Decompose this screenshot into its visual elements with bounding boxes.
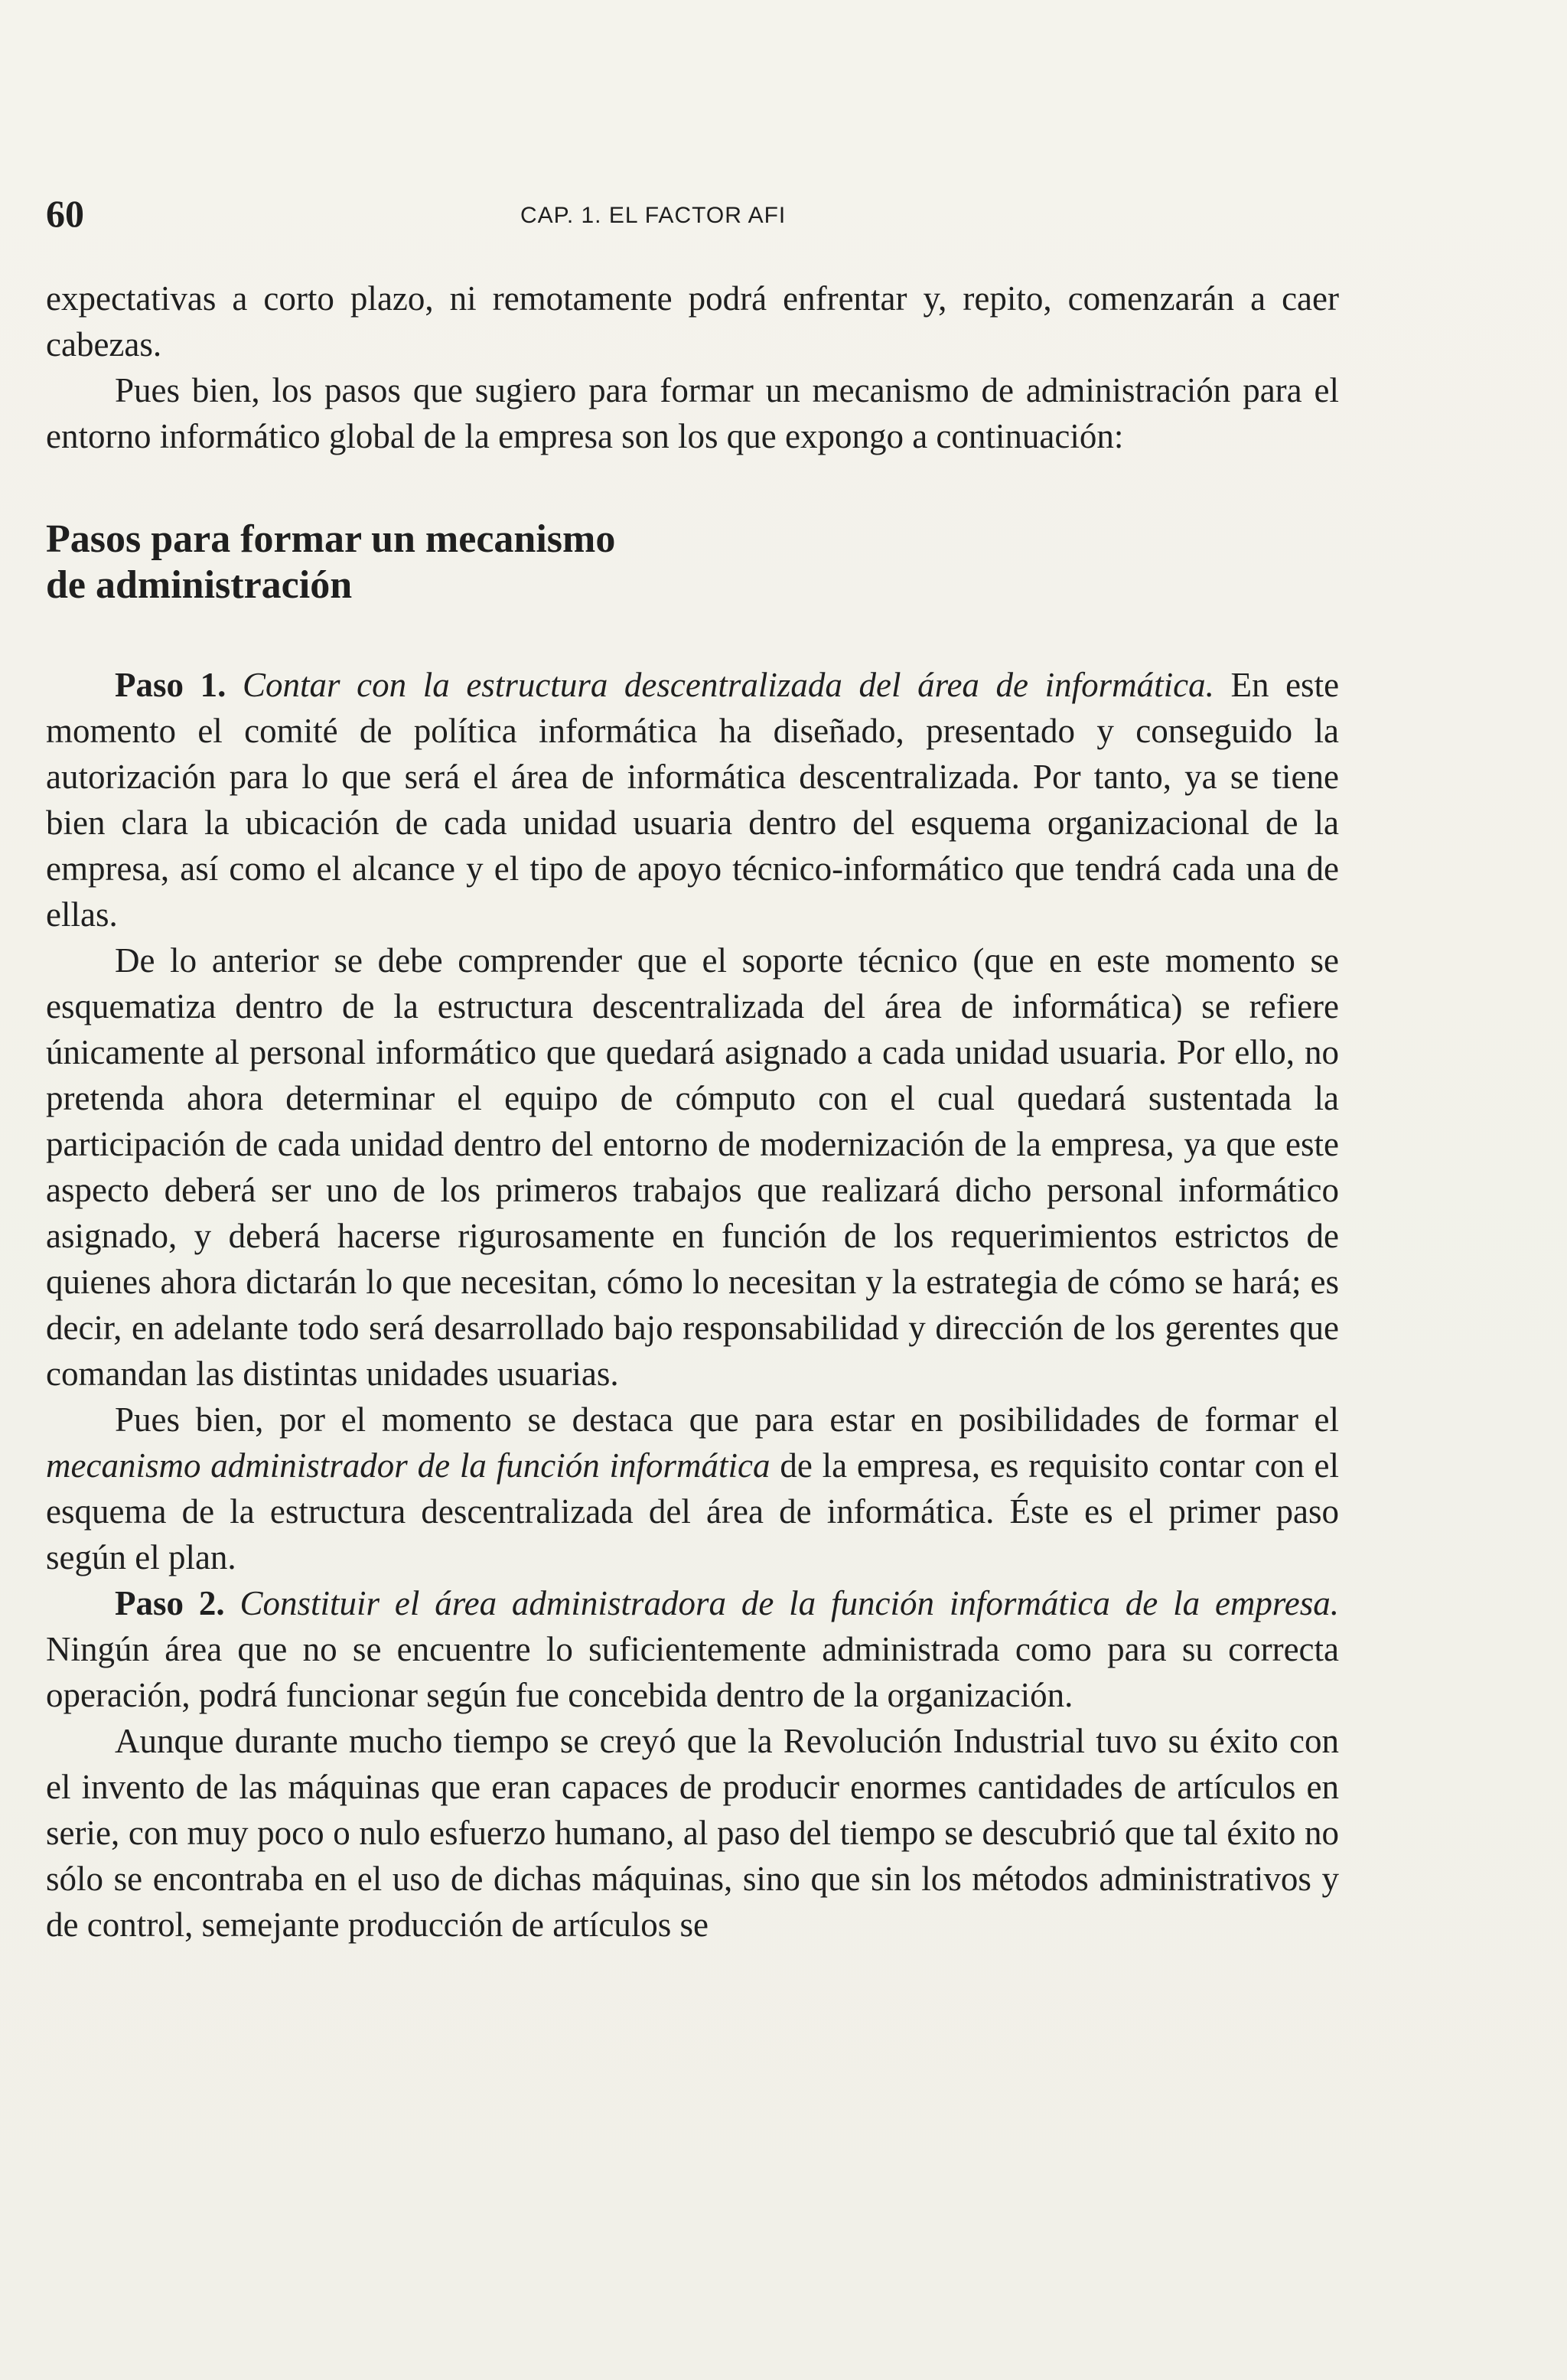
running-head: CAP. 1. EL FACTOR AFI	[520, 203, 787, 228]
section-heading-line-1: Pasos para formar un mecanismo	[46, 517, 616, 561]
section-heading	[46, 517, 888, 608]
step-2-paragraph	[46, 1580, 1339, 1718]
page-body	[46, 275, 1339, 1948]
paragraph-industrial-revolution: Aunque durante mucho tiempo se creyó que la Revolución Industrial tuvo su éxito con el invento de las máquinas que eran capaces de producir enormes cantidades de artículos en serie, con muy poco o nulo esfuerzo humano, al paso del tiempo se descubrió que tal éxito no sólo se encontraba en el uso de dichas máquinas, sino que sin los métodos administrativos y de control, semejante producción de artículos se	[46, 1722, 1339, 1944]
paragraph-mechanism-start: Pues bien, por el momento se destaca que para estar en posibilidades de formar el	[115, 1400, 1339, 1439]
step-2-title: Constituir el área administradora de la función informática de la empresa.	[239, 1584, 1340, 1622]
paragraph-mechanism	[46, 1397, 1339, 1580]
step-1-title: Contar con la estructura descentralizada del área de informática.	[243, 666, 1214, 704]
section-heading-line-2: de administración	[46, 563, 353, 607]
page-header	[46, 191, 1339, 245]
paragraph-intro: Pues bien, los pasos que sugiero para formar un mecanismo de administración para el entorno informático global de la empresa son los que expongo a continuación:	[46, 371, 1339, 455]
page-number: 60	[46, 192, 84, 235]
step-2-label: Paso 2.	[115, 1584, 225, 1622]
paragraph-continuation: expectativas a corto plazo, ni remotamente podrá enfrentar y, repito, comenzarán a caer cabezas.	[46, 279, 1339, 364]
step-2-text: Ningún área que no se encuentre lo suficientemente administrada como para su correcta operación, podrá funcionar según fue concebida dentro de la organización.	[46, 1630, 1339, 1714]
paragraph-mechanism-italic: mecanismo administrador de la función informática	[46, 1446, 770, 1485]
step-1-text: En este momento el comité de política informática ha diseñado, presentado y conseguido la autorización para lo que será el área de informática descentralizada. Por tanto, ya se tiene bien clara la ubicación de cada unidad usuaria dentro del esquema organizacional de la empresa, así como el alcance y el tipo de apoyo técnico-informático que tendrá cada una de ellas.	[46, 666, 1340, 934]
step-1-label: Paso 1.	[115, 666, 226, 704]
paragraph-support: De lo anterior se debe comprender que el soporte técnico (que en este momento se esquematiza dentro de la estructura descentralizada del área de informática) se refiere únicamente al personal informático que quedará asignado a cada unidad usuaria. Por ello, no pretenda ahora determinar el equipo de cómputo con el cual quedará sustentada la participación de cada unidad dentro del entorno de modernización de la empresa, ya que este aspecto deberá ser uno de los primeros trabajos que realizará dicho personal informático asignado, y deberá hacerse rigurosamente en función de los requerimientos estrictos de quienes ahora dictarán lo que necesitan, cómo lo necesitan y la estrategia de cómo se hará; es decir, en adelante todo será desarrollado bajo responsabilidad y dirección de los gerentes que comandan las distintas unidades usuarias.	[46, 941, 1339, 1393]
paragraph-mechanism-end: de la empresa, es requisito contar con el esquema de la estructura descentralizada del área de informática. Éste es el primer paso según el plan.	[46, 1446, 1339, 1576]
step-1-paragraph	[46, 662, 1339, 937]
